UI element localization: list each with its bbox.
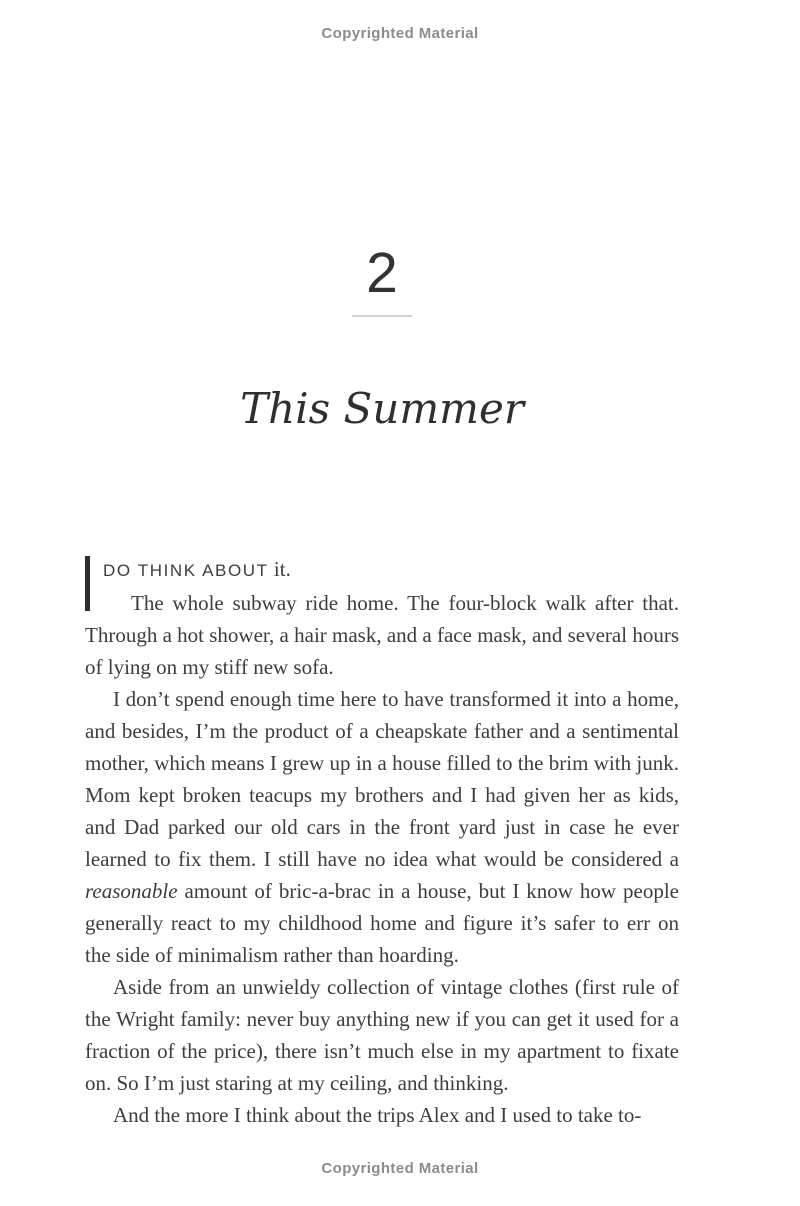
chapter-divider-rule (352, 315, 412, 317)
copyright-notice-bottom: Copyrighted Material (321, 1160, 479, 1177)
paragraph-2 (85, 683, 679, 971)
paragraph-2-before: I don’t spend enough time here to have transformed it into a home, and besides, I’m the product of a cheapskate father and a sentimental mother, which means I grew up in a house filled to the brim with junk. Mom kept broken teacups my brothers and I had given her as kids, and Dad parked our old cars in the front yard just in case he ever learned to fix them. I still have no idea what would be considered a (85, 687, 679, 871)
opening-tail: it. (268, 557, 291, 581)
chapter-body (85, 553, 679, 1131)
paragraph-4: And the more I think about the trips Alex and I used to take to- (113, 1103, 642, 1127)
dropcap-letter-i (85, 556, 90, 611)
opening-paragraph (85, 553, 679, 587)
copyright-notice-top: Copyrighted Material (321, 25, 479, 42)
paragraph-1: The whole subway ride home. The four-block walk after that. Through a hot shower, a hair mask, and a face mask, and several hours of lying on my stiff new sofa. (85, 591, 679, 679)
page-content (85, 0, 679, 1131)
italic-word-reasonable: reasonable (85, 879, 178, 903)
chapter-title: This Summer (240, 384, 524, 433)
opening-small-caps: DO THINK ABOUT (103, 561, 269, 580)
chapter-number: 2 (366, 241, 398, 305)
paragraph-2-after: amount of bric-a-brac in a house, but I know how people generally react to my childhood home and figure it’s safer to err on the side of minimalism rather than hoarding. (85, 879, 679, 967)
paragraph-3: Aside from an unwieldy collection of vintage clothes (first rule of the Wright family: never buy anything new if you can get it used for a fraction of the price), there isn’t much else in my apartment to fixate on. So I’m just staring at my ceiling, and thinking. (85, 975, 679, 1095)
